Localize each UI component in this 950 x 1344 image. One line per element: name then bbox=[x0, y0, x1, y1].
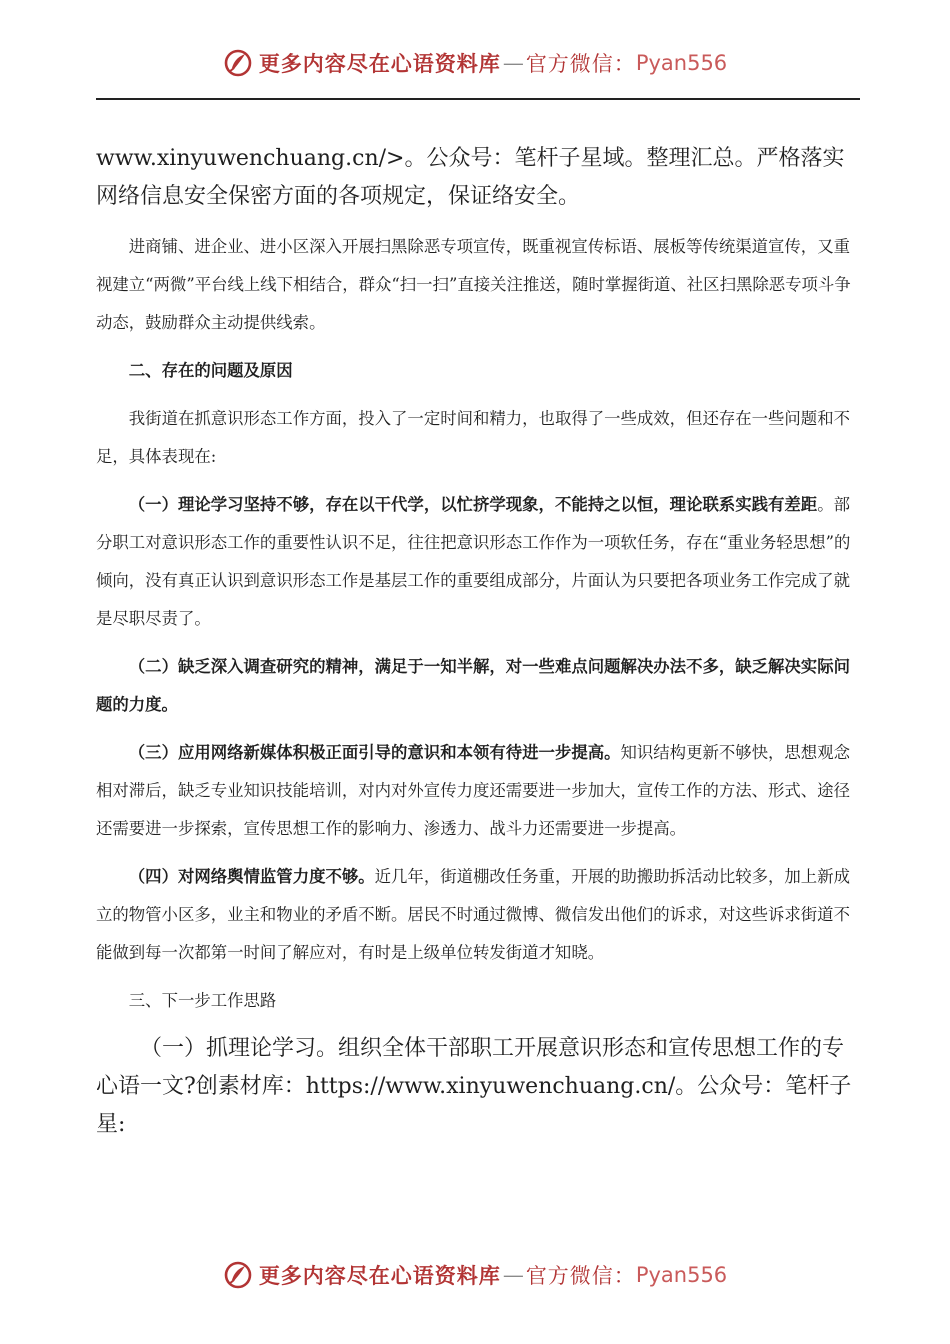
problem-3-text: 知识结构更新不够快，思想观念相对滞后，缺乏专业知识技能培训，对内对外宣传力度还需要进一步加大，宣传工作的方法、形式、途径还需要进一步探索，宣传思想工作的影响力、渗透力、战斗力还需要进一步提高。 bbox=[96, 743, 850, 838]
footer-banner bbox=[0, 1250, 950, 1300]
paragraph-next-step-1: （一）抓理论学习。组织全体干部职工开展意识形态和宣传思想工作的专心语一文?创素材库：https://www.xinyuwenchuang.cn/。公众号：笔杆子星: bbox=[96, 1036, 852, 1137]
footer-banner-title: 更多内容尽在心语资料库 bbox=[258, 1263, 501, 1288]
header-rule bbox=[96, 98, 860, 100]
problem-1-text: 。部分职工对意识形态工作的重要性认识不足，往往把意识形态工作作为一项软任务，存在“重业务轻思想”的倾向，没有真正认识到意识形态工作是基层工作的重要组成部分，片面认为只要把各项业务工作完成了就是尽职尽责了。 bbox=[96, 495, 851, 628]
section-heading-problems: 二、存在的问题及原因 bbox=[128, 361, 293, 380]
problem-1-title: （一）理论学习坚持不够，存在以干代学，以忙挤学现象，不能持之以恒，理论联系实践有差距 bbox=[128, 495, 818, 514]
paragraph-problem-4 bbox=[96, 858, 860, 972]
brush-logo-icon bbox=[223, 1260, 253, 1290]
banner-dash: — bbox=[502, 51, 524, 75]
footer-banner-wechat-id: Pyan556 bbox=[635, 1263, 728, 1287]
banner-wechat-id: Pyan556 bbox=[635, 51, 728, 75]
banner-wechat-label: 官方微信： bbox=[525, 52, 636, 76]
footer-banner-dash: — bbox=[502, 1263, 524, 1287]
problem-2-title: （二）缺乏深入调查研究的精神，满足于一知半解，对一些难点问题解决办法不多，缺乏解决实际问题的力度。 bbox=[96, 657, 850, 714]
problem-4-text: 近几年，街道棚改任务重，开展的助搬助拆活动比较多，加上新成立的物管小区多，业主和物业的矛盾不断。居民不时通过微博、微信发出他们的诉求，对这些诉求街道不能做到每一次都第一时间了解应对，有时是上级单位转发街道才知晓。 bbox=[96, 867, 850, 962]
footer-banner-wechat-label: 官方微信： bbox=[525, 1264, 636, 1288]
problem-4-title: （四）对网络舆情监管力度不够。 bbox=[128, 867, 375, 886]
banner-title: 更多内容尽在心语资料库 bbox=[258, 51, 501, 76]
paragraph-publicity: 进商铺、进企业、进小区深入开展扫黑除恶专项宣传，既重视宣传标语、展板等传统渠道宣传，又重视建立“两微”平台线上线下相结合，群众“扫一扫”直接关注推送，随时掌握街道、社区扫黑除恶专项斗争动态，鼓励群众主动提供线索。 bbox=[96, 237, 851, 332]
header-banner bbox=[0, 38, 950, 88]
document-body bbox=[96, 140, 860, 1144]
paragraph-intro: www.xinyuwenchuang.cn/>。公众号：笔杆子星域。整理汇总。严格落实网络信息安全保密方面的各项规定，保证络安全。 bbox=[96, 146, 845, 209]
paragraph-problems-intro: 我街道在抓意识形态工作方面，投入了一定时间和精力，也取得了一些成效，但还存在一些问题和不足，具体表现在: bbox=[96, 409, 850, 466]
brush-logo-icon bbox=[223, 48, 253, 78]
paragraph-problem-3 bbox=[96, 734, 860, 848]
section-heading-next-steps: 三、下一步工作思路 bbox=[128, 991, 277, 1010]
paragraph-problem-1 bbox=[96, 486, 860, 638]
problem-3-title: （三）应用网络新媒体积极正面引导的意识和本领有待进一步提高。 bbox=[128, 743, 621, 762]
paragraph-problem-2 bbox=[96, 648, 860, 724]
